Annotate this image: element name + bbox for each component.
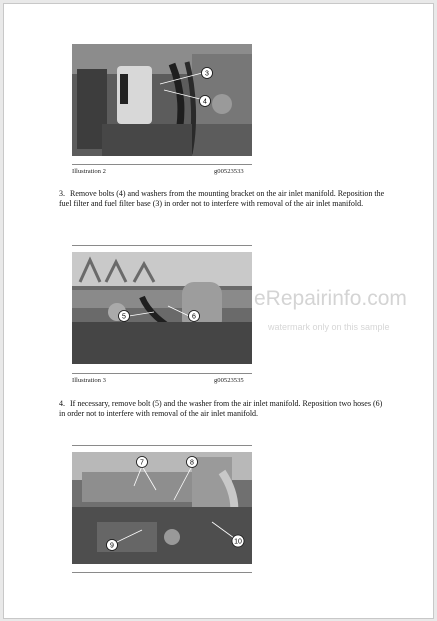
- illustration-4-callouts: [72, 452, 252, 564]
- watermark-title: eRepairinfo.com: [254, 287, 407, 310]
- caption-rule: [72, 373, 252, 374]
- step-4: [59, 399, 389, 419]
- caption-rule: [72, 164, 252, 165]
- step-text: If necessary, remove bolt (5) and the washer from the air inlet manifold. Reposition two hoses (6) in order not to interfere with removal of the air inlet manifold.: [59, 399, 383, 418]
- callout-10: 10: [234, 538, 242, 546]
- illustration-3-callouts: [72, 252, 252, 364]
- callout-7: 7: [140, 459, 144, 467]
- callout-3: 3: [205, 70, 209, 78]
- manual-page: [3, 3, 434, 619]
- step-3: [59, 189, 389, 209]
- step-number: 4.: [59, 399, 65, 408]
- callout-5: 5: [122, 313, 126, 321]
- illustration-2-callouts: [72, 44, 252, 156]
- step-text: Remove bolts (4) and washers from the mounting bracket on the air inlet manifold. Reposition the fuel filter and fuel filter base (3) in order not to interfere with removal of the air inlet manifold.: [59, 189, 385, 208]
- callout-8: 8: [190, 459, 194, 467]
- illustration-2-id: g00523533: [214, 168, 244, 175]
- illustration-2-label: Illustration 2: [72, 168, 106, 175]
- callout-9: 9: [110, 542, 114, 550]
- illustration-3-id: g00523535: [214, 377, 244, 384]
- section-rule: [72, 245, 252, 246]
- section-rule: [72, 445, 252, 446]
- step-number: 3.: [59, 189, 65, 198]
- illustration-3-label: Illustration 3: [72, 377, 106, 384]
- caption-rule: [72, 572, 252, 573]
- watermark-subtitle: watermark only on this sample: [268, 322, 390, 332]
- callout-4: 4: [203, 98, 207, 106]
- callout-6: 6: [192, 313, 196, 321]
